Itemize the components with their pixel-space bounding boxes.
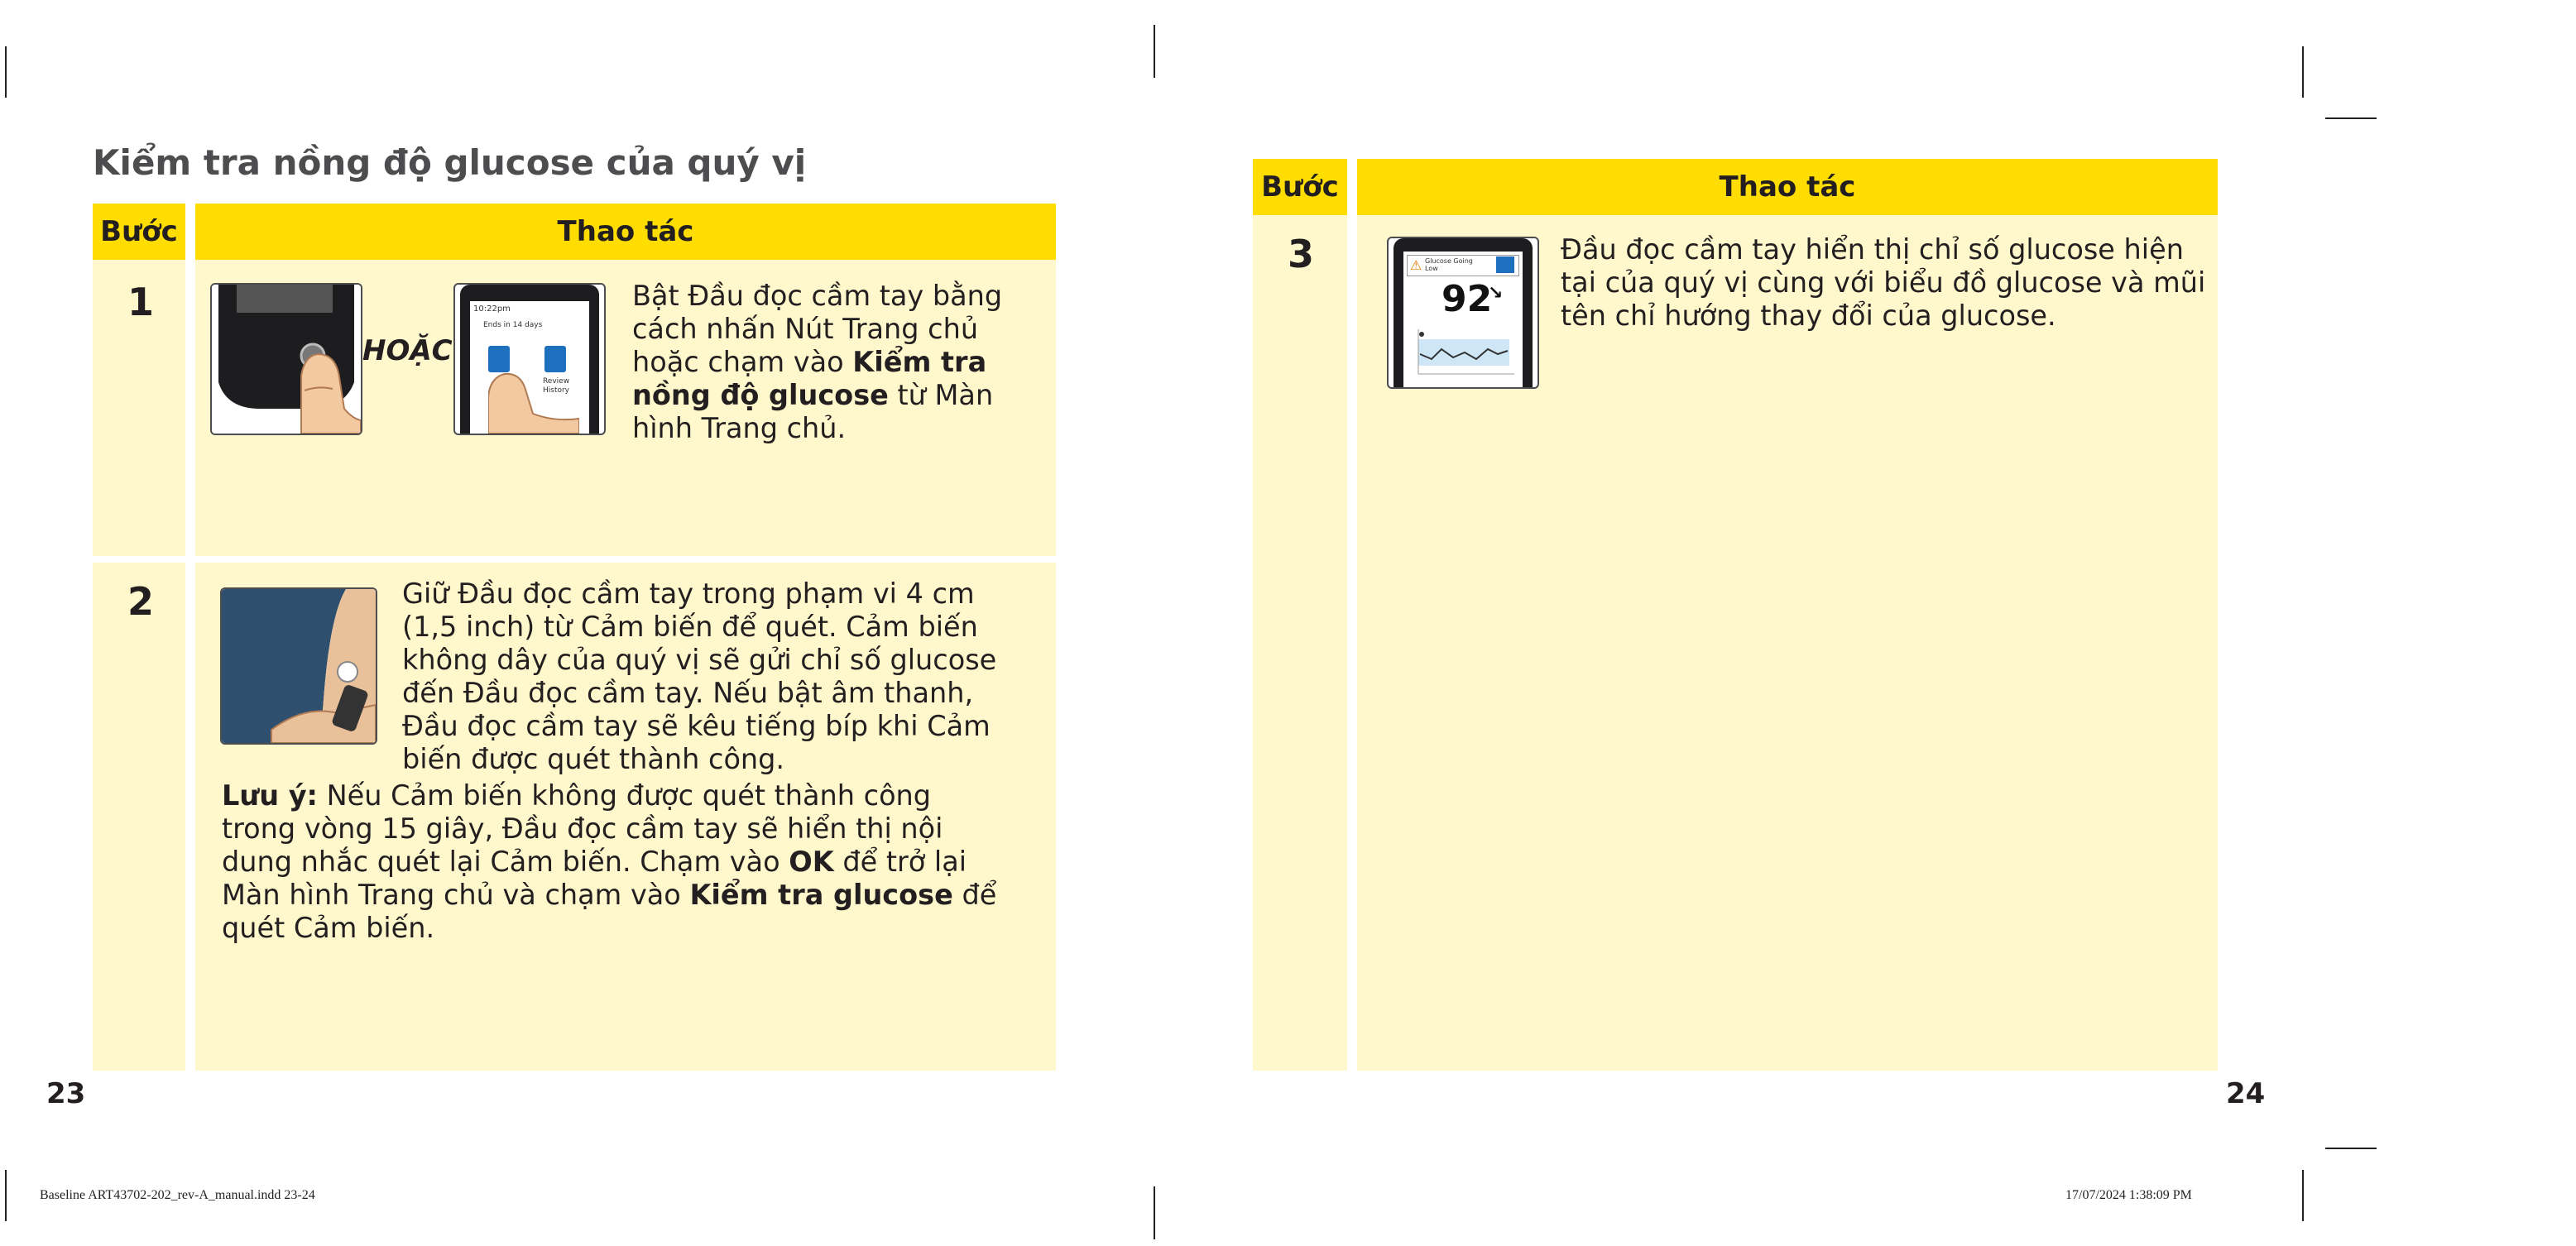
step-cell [1253,215,1347,1071]
page-number: 23 [46,1077,86,1110]
step-cell [93,563,185,1071]
step2-note: Lưu ý: Nếu Cảm biến không được quét thành công trong vòng 15 giây, Đầu đọc cầm tay sẽ hiển thị nội dung nhắc quét lại Cảm biến. Chạm vào OK để trở lại Màn hình Trang chủ và chạm vào Kiểm tra glucose để quét Cảm biến. [222,779,997,944]
crop-mark [1154,1186,1155,1239]
screen-review-label: Review History [542,377,570,395]
step2-text: Giữ Đầu đọc cầm tay trong phạm vi 4 cm (1,5 inch) từ Cảm biến để quét. Cảm biến không dây của quý vị sẽ gửi chỉ số glucose đến Đầu đọc cầm tay. Nếu bật âm thanh, Đầu đọc cầm tay sẽ kêu tiếng bíp khi Cảm biến được quét thành công. [402,577,997,775]
reader-button-image [210,283,362,435]
step-number: 3 [1288,232,1315,276]
slug-datetime: 17/07/2024 1:38:09 PM [2065,1188,2192,1202]
arm-scan-illustration [222,589,376,743]
screen-time: 10:22pm [473,304,511,314]
reader-button-illustration [212,285,361,434]
trend-arrow-icon: ↘ [1488,283,1504,304]
table-header-action: Thao tác [195,204,1056,260]
slug-filename: Baseline ART43702-202_rev-A_manual.indd 23-24 [40,1188,315,1202]
crop-mark [2325,1148,2377,1149]
page-title: Kiểm tra nồng độ glucose của quý vị [93,142,807,183]
step-number: 1 [127,280,155,324]
table-header-step: Bước [1253,159,1347,215]
step-number: 2 [127,579,155,624]
crop-mark [2302,1170,2304,1221]
glucose-value: 92 [1442,278,1493,320]
page-number: 24 [2226,1077,2266,1110]
table-header-step: Bước [93,204,185,260]
screen-ends: Ends in 14 days [483,321,543,329]
sensor-scan-image [220,587,377,745]
table-header-action: Thao tác [1357,159,2218,215]
or-label: HOẶC [362,334,453,367]
step3-text: Đầu đọc cầm tay hiển thị chỉ số glucose hiện tại của quý vị cùng với biểu đồ glucose và mũi tên chỉ hướng thay đổi của glucose. [1561,233,2206,332]
crop-mark [2302,46,2304,98]
warning-icon: ⚠ [1410,257,1422,273]
alert-badge-icon [1496,256,1514,273]
crop-mark [1154,25,1155,78]
glucose-graph [1407,324,1519,382]
screen-alert-text: Glucose Going Low [1425,257,1473,272]
step1-text: Bật Đầu đọc cầm tay bằng cách nhấn Nút Trang chủ hoặc chạm vào Kiểm tra nồng độ glucose từ Màn hình Trang chủ. [632,280,1003,444]
crop-mark [2325,117,2377,119]
finger-illustration [488,356,579,434]
crop-mark [5,46,7,98]
crop-mark [5,1170,7,1221]
reader-screen-image [453,283,606,435]
glucose-result-image [1387,237,1539,389]
